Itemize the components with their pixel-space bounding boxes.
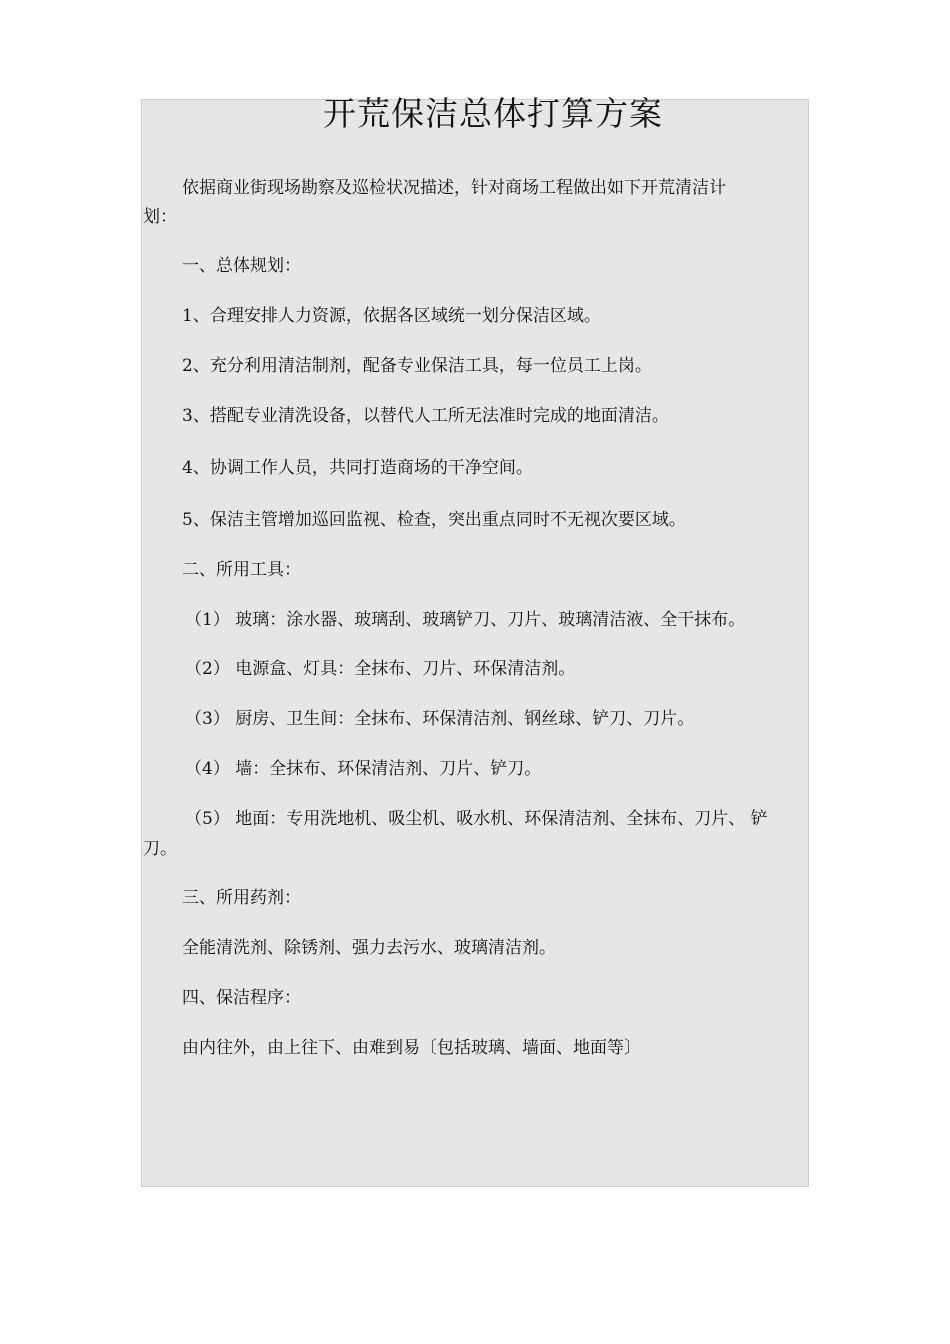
plan-item-3: 3、搭配专业清洗设备，以替代人工所无法准时完成的地面清洁。 (182, 406, 669, 426)
plan-item-5: 5、保洁主管增加巡回监视、检查，突出重点同时不无视次要区域。 (182, 510, 686, 530)
tool-item-1: （1） 玻璃：涂水器、玻璃刮、玻璃铲刀、刀片、玻璃清洁液、全干抹布。 (185, 610, 746, 630)
section-heading-tools: 二、所用工具： (182, 560, 301, 580)
section-heading-plan: 一、总体规划： (182, 256, 301, 276)
document-title: 开荒保洁总体打算方案 (323, 94, 663, 133)
tool-item-2: （2） 电源盒、灯具：全抹布、刀片、环保清洁剂。 (185, 659, 576, 679)
intro-text-line1: 依据商业街现场勘察及巡检状况描述，针对商场工程做出如下开荒清洁计 (182, 178, 726, 198)
tool-item-4: （4） 墙：全抹布、环保清洁剂、刀片、铲刀。 (185, 759, 542, 779)
chemicals-list: 全能清洗剂、除锈剂、强力去污水、玻璃清洁剂。 (182, 938, 556, 958)
tool-item-5-continued: 刀。 (143, 839, 177, 859)
intro-text-line2: 划： (143, 207, 177, 227)
plan-item-1: 1、合理安排人力资源，依据各区域统一划分保洁区域。 (182, 306, 601, 326)
procedure-text: 由内往外，由上往下、由难到易〔包括玻璃、墙面、地面等〕 (182, 1038, 641, 1058)
section-heading-chemicals: 三、所用药剂： (182, 888, 301, 908)
tool-item-3: （3） 厨房、卫生间：全抹布、环保清洁剂、钢丝球、铲刀、刀片。 (185, 709, 695, 729)
section-heading-procedure: 四、保洁程序： (182, 988, 301, 1008)
plan-item-2: 2、充分利用清洁制剂，配备专业保洁工具，每一位员工上岗。 (182, 356, 652, 376)
plan-item-4: 4、协调工作人员，共同打造商场的干净空间。 (182, 458, 533, 478)
tool-item-5: （5） 地面：专用洗地机、吸尘机、吸水机、环保清洁剂、全抹布、刀片、 铲 (185, 809, 768, 829)
